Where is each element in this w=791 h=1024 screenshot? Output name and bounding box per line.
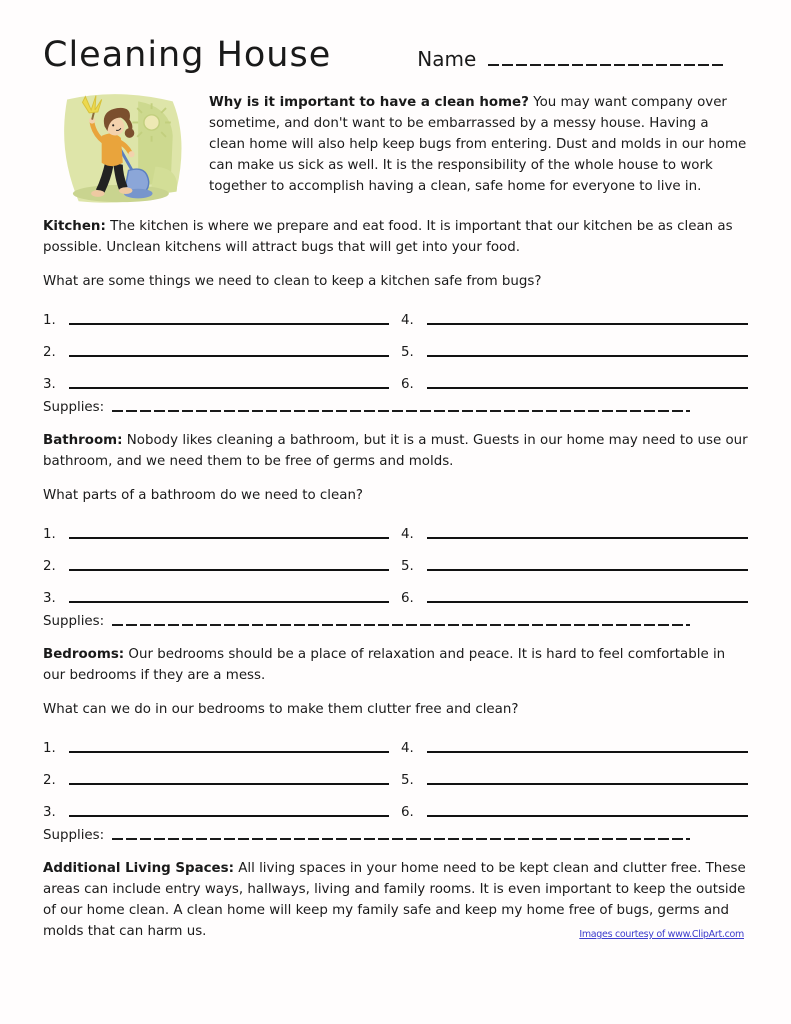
- blank-row: [401, 726, 748, 758]
- blank-row: [43, 330, 389, 362]
- intro-lead-question: Why is it important to have a clean home?: [209, 95, 529, 110]
- blank-row: [401, 512, 748, 544]
- blank-row: [401, 790, 748, 822]
- intro-section: [43, 84, 748, 206]
- blank-column-left: [43, 512, 389, 608]
- supplies-blank-line: [112, 410, 690, 412]
- blank-row: [401, 758, 748, 790]
- bathroom-paragraph: [43, 430, 748, 472]
- answer-blank-line: [69, 815, 389, 817]
- name-blank-line: [488, 64, 726, 66]
- blank-row: [401, 298, 748, 330]
- blank-row: [43, 726, 389, 758]
- blank-row: [401, 544, 748, 576]
- blank-number: 3.: [43, 590, 56, 606]
- blank-number: 6.: [401, 376, 414, 392]
- blank-number: 1.: [43, 526, 56, 542]
- blank-column-left: [43, 726, 389, 822]
- blank-column-left: [43, 298, 389, 394]
- blank-column-right: [401, 512, 748, 608]
- blank-number: 6.: [401, 590, 414, 606]
- answer-blank-line: [427, 601, 748, 603]
- bedrooms-heading: Bedrooms:: [43, 647, 125, 662]
- blank-row: [401, 362, 748, 394]
- blank-row: [401, 330, 748, 362]
- answer-blank-line: [427, 783, 748, 785]
- blank-number: 3.: [43, 804, 56, 820]
- blank-number: 4.: [401, 526, 414, 542]
- blank-row: [43, 362, 389, 394]
- bedrooms-question: What can we do in our bedrooms to make them clutter free and clean?: [43, 702, 519, 717]
- blank-number: 1.: [43, 312, 56, 328]
- supplies-label: Supplies:: [43, 614, 105, 629]
- woman-cleaning-clipart: [43, 86, 193, 206]
- bathroom-question: What parts of a bathroom do we need to clean?: [43, 488, 364, 503]
- kitchen-blanks: [43, 298, 748, 394]
- bathroom-heading: Bathroom:: [43, 433, 123, 448]
- blank-row: [43, 576, 389, 608]
- blank-row: [43, 512, 389, 544]
- bedrooms-supplies-row: [43, 828, 690, 843]
- header: [43, 34, 748, 76]
- answer-blank-line: [427, 569, 748, 571]
- blank-number: 1.: [43, 740, 56, 756]
- blank-number: 6.: [401, 804, 414, 820]
- blank-row: [401, 576, 748, 608]
- blank-number: 3.: [43, 376, 56, 392]
- answer-blank-line: [69, 751, 389, 753]
- blank-number: 2.: [43, 344, 56, 360]
- kitchen-heading: Kitchen:: [43, 219, 106, 234]
- supplies-blank-line: [112, 624, 690, 626]
- clipart-credit-link[interactable]: Images courtesy of www.ClipArt.com: [579, 929, 744, 940]
- answer-blank-line: [427, 355, 748, 357]
- blank-column-right: [401, 298, 748, 394]
- answer-blank-line: [427, 751, 748, 753]
- answer-blank-line: [69, 323, 389, 325]
- blank-row: [43, 790, 389, 822]
- kitchen-text: The kitchen is where we prepare and eat food. It is important that our kitchen be as clean as possible. Unclean kitchens will attract bugs that will get into your food.: [43, 219, 733, 255]
- page-title: Cleaning House: [43, 35, 332, 75]
- bathroom-blanks: [43, 512, 748, 608]
- answer-blank-line: [427, 387, 748, 389]
- name-label: Name: [417, 47, 477, 71]
- blank-number: 2.: [43, 558, 56, 574]
- blank-row: [43, 758, 389, 790]
- blank-number: 4.: [401, 312, 414, 328]
- kitchen-question: What are some things we need to clean to keep a kitchen safe from bugs?: [43, 274, 542, 289]
- name-field-group: [417, 47, 726, 71]
- answer-blank-line: [69, 537, 389, 539]
- answer-blank-line: [69, 387, 389, 389]
- blank-column-right: [401, 726, 748, 822]
- intro-paragraph: [209, 92, 748, 206]
- blank-row: [43, 298, 389, 330]
- bathroom-text: Nobody likes cleaning a bathroom, but it is a must. Guests in our home may need to use our bathroom, and we need them to be free of germs and molds.: [43, 433, 748, 469]
- blank-number: 4.: [401, 740, 414, 756]
- blank-row: [43, 544, 389, 576]
- answer-blank-line: [69, 569, 389, 571]
- bedrooms-paragraph: [43, 644, 748, 686]
- bathroom-supplies-row: [43, 614, 690, 629]
- intro-text: You may want company over sometime, and don't want to be embarrassed by a messy house. Having a clean home will also help keep bugs from entering. Dust and molds in our home can make us sick as well. It is the responsibility of the whole house to work together to accomplish having a clean, safe home for everyone to live in.: [209, 95, 747, 194]
- answer-blank-line: [427, 537, 748, 539]
- answer-blank-line: [427, 815, 748, 817]
- blank-number: 5.: [401, 344, 414, 360]
- blank-number: 2.: [43, 772, 56, 788]
- answer-blank-line: [427, 323, 748, 325]
- blank-number: 5.: [401, 772, 414, 788]
- answer-blank-line: [69, 355, 389, 357]
- kitchen-supplies-row: [43, 400, 690, 415]
- answer-blank-line: [69, 783, 389, 785]
- blank-number: 5.: [401, 558, 414, 574]
- supplies-label: Supplies:: [43, 400, 105, 415]
- additional-living-spaces-text: All living spaces in your home need to be kept clean and clutter free. These areas can include entry ways, hallways, living and family rooms. It is even important to keep the outside of our home clean. A clean home will keep my family safe and keep my home free of bugs, germs and molds that can harm us.: [43, 861, 746, 939]
- supplies-blank-line: [112, 838, 690, 840]
- supplies-label: Supplies:: [43, 828, 105, 843]
- bedrooms-text: Our bedrooms should be a place of relaxation and peace. It is hard to feel comfortable in our bedrooms if they are a mess.: [43, 647, 726, 683]
- bedrooms-blanks: [43, 726, 748, 822]
- kitchen-paragraph: [43, 216, 748, 258]
- answer-blank-line: [69, 601, 389, 603]
- additional-living-spaces-heading: Additional Living Spaces:: [43, 861, 234, 876]
